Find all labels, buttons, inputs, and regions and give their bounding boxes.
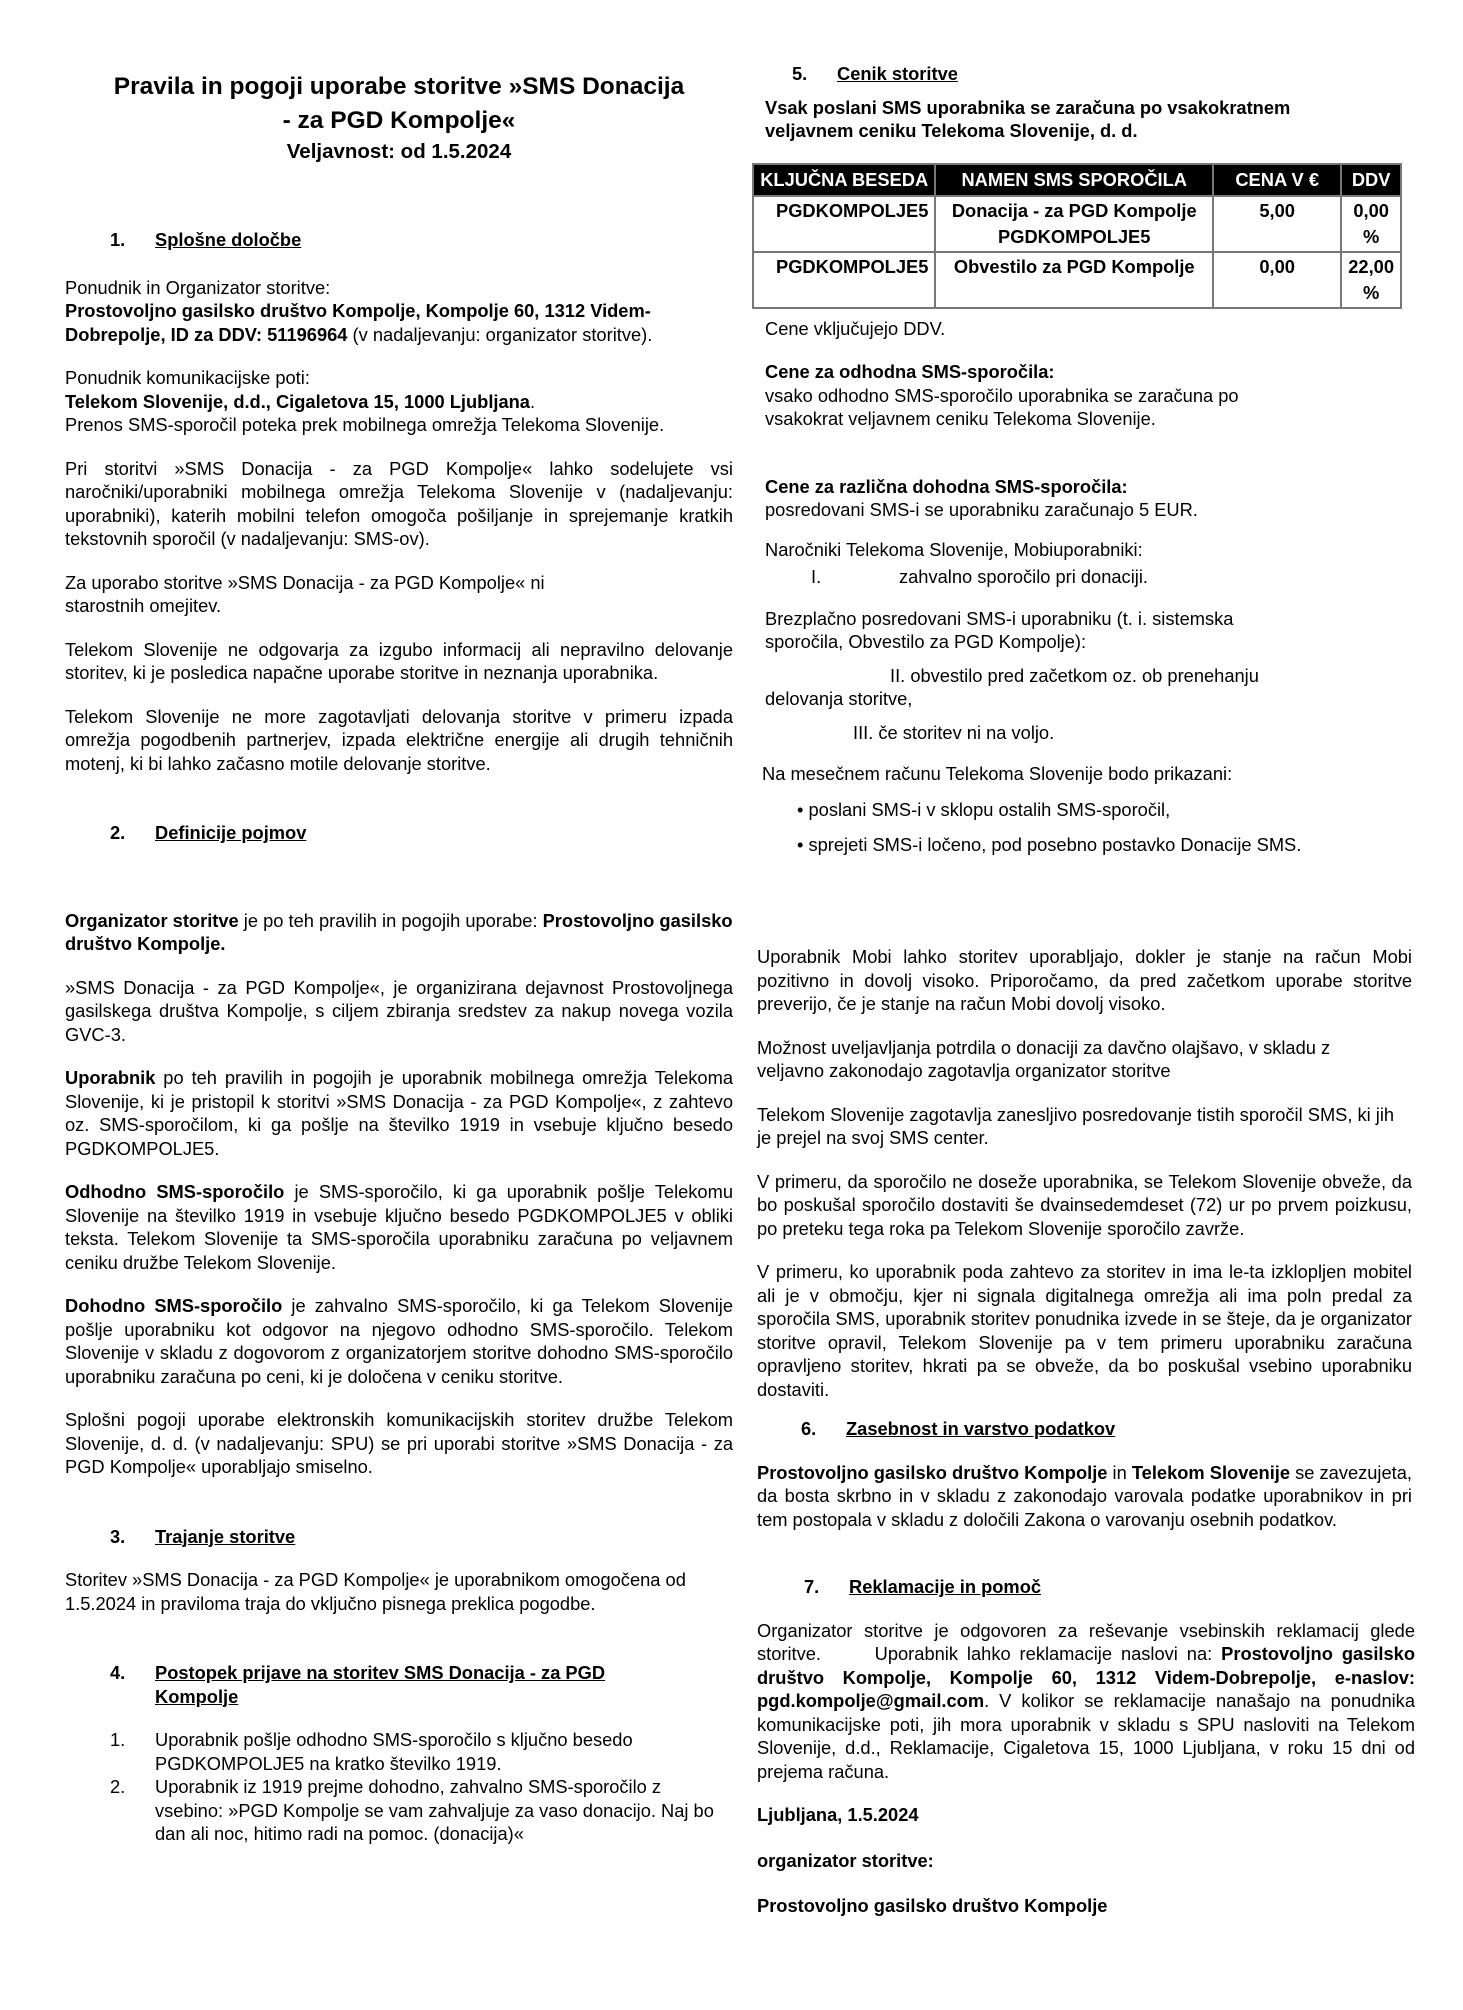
table-header: KLJUČNA BESEDA bbox=[753, 164, 935, 196]
definition-user: Uporabnik po teh pravilih in pogojih je uporabnik mobilnega omrežja Telekoma Slovenije, ki je pristopil k storitvi »SMS Donacija - za PGD Kompolje«, z zahtevo oz. SMS-sporočilom, ki ga pošlje na številko 1919 in vsebuje ključno besedo PGDKOMPOLJE5. bbox=[65, 1067, 733, 1159]
table-cell: 5,00 bbox=[1213, 196, 1341, 252]
participants-paragraph: Pri storitvi »SMS Donacija - za PGD Kompolje« lahko sodelujete vsi naročniki/uporabniki mobilnega omrežja Telekoma Slovenije v (nadaljevanju: uporabniki), katerih mobilni telefon omogoča pošiljanje in sprejemanje kratkih tekstovnih sporočil (v nadaljevanju: SMS-ov). bbox=[65, 457, 733, 549]
table-cell: 22,00 % bbox=[1341, 252, 1401, 308]
table-cell: 0,00 % bbox=[1341, 196, 1401, 252]
table-header: NAMEN SMS SPOROČILA bbox=[935, 164, 1213, 196]
validity-date: Veljavnost: od 1.5.2024 bbox=[286, 140, 512, 163]
table-cell: 0,00 bbox=[1213, 252, 1341, 308]
bill-bullet-2: • sprejeti SMS-i ločeno, pod posebno postavko Donacije SMS. bbox=[797, 834, 1302, 855]
right-column-bottom bbox=[757, 945, 1421, 1918]
list-item: 1. Uporabnik pošlje odhodno SMS-sporočilo s ključno besedo PGDKOMPOLJE5 na kratko številko 1919. bbox=[110, 1729, 633, 1774]
tax-paragraph: Možnost uveljavljanja potrdila o donaciji za davčno olajšavo, v skladu z veljavno zakonodajo zagotavlja organizator storitve bbox=[757, 1036, 1331, 1081]
section-7-heading: 7. Reklamacije in pomoč bbox=[804, 1576, 1042, 1597]
duration-paragraph: Storitev »SMS Donacija - za PGD Kompolje« je uporabnikom omogočena od 1.5.2024 in praviloma traja do vključno pisnega preklica pogodbe. bbox=[65, 1569, 686, 1614]
roman-item-3: III. če storitev ni na voljo. bbox=[853, 721, 1055, 743]
organizer-name: Prostovoljno gasilsko društvo Kompolje bbox=[757, 1895, 1108, 1916]
definition-spu: Splošni pogoji uporabe elektronskih komunikacijskih storitev družbe Telekom Slovenije, d. d. (v nadaljevanju: SPU) se pri uporabi storitve »SMS Donacija - za PGD Kompolje« uporabljajo smiselno. bbox=[65, 1409, 733, 1477]
document-title: Pravila in pogoji uporabe storitve »SMS Donacija - za PGD Kompolje« bbox=[113, 73, 685, 134]
delivery-paragraph: Telekom Slovenije zagotavlja zanesljivo posredovanje tistih sporočil SMS, ki jih je prejel na svoj SMS center. bbox=[757, 1103, 1395, 1148]
section-1-heading: 1. Splošne določbe bbox=[110, 229, 302, 250]
table-header: DDV bbox=[1341, 164, 1401, 196]
table-row bbox=[753, 252, 1401, 308]
phone-off-paragraph: V primeru, ko uporabnik poda zahtevo za storitev in ima le-ta izklopljen mobitel ali je v območju, kjer ni signala digitalnega omrežja ali ima poln predal za sporočila SMS, uporabnik storitev ponudnika izvede in se šteje, da je organizator storitve opravil, Telekom Slovenije pa v tem primeru uporabniku zaračuna opravljeno storitev, hkrati pa se obveže, da bo poskušal vsebino uporabniku dostaviti. bbox=[757, 1261, 1412, 1400]
left-column bbox=[65, 70, 733, 1846]
free-sms-text: Brezplačno posredovani SMS-i uporabniku (t. i. sistemska sporočila, Obvestilo za PGD Kompolje): bbox=[765, 607, 1234, 652]
table-cell: PGDKOMPOLJE5 bbox=[753, 196, 935, 252]
table-cell: Donacija - za PGD Kompolje PGDKOMPOLJE5 bbox=[935, 196, 1213, 252]
section-4-heading: 4. Postopek prijave na storitev SMS Donacija - za PGD Kompolje bbox=[110, 1662, 606, 1707]
bill-intro: Na mesečnem računu Telekoma Slovenije bodo prikazani: bbox=[762, 763, 1233, 784]
bill-bullet-1: • poslani SMS-i v sklopu ostalih SMS-sporočil, bbox=[797, 798, 1171, 820]
organizer-label: organizator storitve: bbox=[757, 1849, 934, 1871]
section-3-heading: 3. Trajanje storitve bbox=[110, 1525, 296, 1547]
pricing-intro: Vsak poslani SMS uporabnika se zaračuna po vsakokratnem veljavnem ceniku Telekoma Slovenije, d. d. bbox=[765, 96, 1291, 141]
table-cell: Obvestilo za PGD Kompolje bbox=[935, 252, 1213, 308]
right-column-top bbox=[752, 62, 1402, 857]
subscribers-label: Naročniki Telekoma Slovenije, Mobiuporabniki: bbox=[765, 538, 1143, 560]
table-cell: PGDKOMPOLJE5 bbox=[753, 252, 935, 308]
provider-paragraph: Ponudnik in Organizator storitve: Prostovoljno gasilsko društvo Kompolje, Kompolje 60, 1312 Videm-Dobrepolje, ID za DDV: 51196964 (v nadaljevanju: organizator storitve). bbox=[65, 276, 653, 345]
definition-incoming-sms: Dohodno SMS-sporočilo je zahvalno SMS-sporočilo, ki ga Telekom Slovenije pošlje uporabniku kot odgovor na njegovo odhodno SMS-sporočilo. Telekom Slovenije v skladu z dogovorom z organizatorjem storitve dohodno SMS-sporočilo uporabniku zaračuna po ceni, ki je določena v ceniku storitve. bbox=[65, 1295, 733, 1387]
definition-organizer: Organizator storitve je po teh pravilih in pogojih uporabe: Prostovoljno gasilsko društvo Kompolje. bbox=[65, 909, 733, 954]
definition-outgoing-sms: Odhodno SMS-sporočilo je SMS-sporočilo, ki ga uporabnik pošlje Telekomu Slovenije na številko 1919 in vsebuje ključno besedo PGDKOMPOLJE5 v obliki teksta. Telekom Slovenije ta SMS-sporočila uporabniku zaračuna po veljavnem ceniku družbe Telekom Slovenije. bbox=[65, 1181, 733, 1273]
communication-provider-paragraph: Ponudnik komunikacijske poti: Telekom Slovenije, d.d., Cigaletova 15, 1000 Ljubljana. Prenos SMS-sporočil poteka prek mobilnega omrežja Telekoma Slovenije. bbox=[65, 367, 665, 435]
section-6-heading: 6. Zasebnost in varstvo podatkov bbox=[801, 1418, 1116, 1439]
roman-item-2: II. obvestilo pred začetkom oz. ob prenehanju delovanja storitve, bbox=[765, 664, 1259, 709]
roman-item-1: I. zahvalno sporočilo pri donaciji. bbox=[811, 566, 1148, 587]
age-paragraph: Za uporabo storitve »SMS Donacija - za PGD Kompolje« ni starostnih omejitev. bbox=[65, 571, 545, 616]
section-2-heading: 2. Definicije pojmov bbox=[110, 822, 307, 843]
complaints-paragraph: Organizator storitve je odgovoren za reševanje vsebinskih reklamacij glede storitve. Uporabnik lahko reklamacije naslovi na: Prostovoljno gasilsko društvo Kompolje, Kompolje 60, 1312 Videm-Dobrepolje, e-naslov: pgd.kompolje@gmail.com. V kolikor se reklamacije nanašajo na ponudnika komunikacijske poti, jih mora uporabnik v skladu s SPU nasloviti na Telekom Slovenije, d.d., Reklamacije, Cigaletova 15, 1000 Ljubljana, v roku 15 dni od prejema računa. bbox=[757, 1619, 1421, 1782]
definition-sms-donation: »SMS Donacija - za PGD Kompolje«, je organizirana dejavnost Prostovoljnega gasilskega društva Kompolje, s ciljem zbiranja sredstev za nakup novega vozila GVC-3. bbox=[65, 976, 733, 1045]
outage-paragraph: Telekom Slovenije ne more zagotavljati delovanja storitve v primeru izpada omrežja pogodbenih partnerjev, izpada električne energije ali drugih tehničnih motenj, ki bi lahko začasno motile delovanje storitve. bbox=[65, 705, 733, 774]
price-table bbox=[752, 163, 1402, 309]
table-row bbox=[753, 196, 1401, 252]
incoming-prices-heading: Cene za različna dohodna SMS-sporočila: bbox=[765, 475, 1128, 497]
place-date: Ljubljana, 1.5.2024 bbox=[757, 1804, 919, 1825]
liability-paragraph: Telekom Slovenije ne odgovarja za izgubo informacij ali nepravilno delovanje storitev, ki je posledica napačne uporabe storitve in neznanja uporabnika. bbox=[65, 638, 733, 683]
mobi-paragraph: Uporabnik Mobi lahko storitev uporabljajo, dokler je stanje na račun Mobi pozitivno in dovolj visoko. Priporočamo, da pred začetkom uporabe storitve preverijo, če je stanje na račun Mobi dovolj visoko. bbox=[757, 946, 1412, 1014]
outgoing-prices-text: vsako odhodno SMS-sporočilo uporabnika se zaračuna po vsakokrat veljavnem ceniku Telekoma Slovenije. bbox=[765, 384, 1239, 429]
incoming-prices-text: posredovani SMS-i se uporabniku zaračunajo 5 EUR. bbox=[765, 499, 1198, 520]
retry-paragraph: V primeru, da sporočilo ne doseže uporabnika, se Telekom Slovenije obveže, da bo poskušal sporočilo dostaviti še dvainsedemdeset (72) ur po prvem poizkusu, po preteku tega roka pa Telekom Slovenije sporočilo zavrže. bbox=[757, 1170, 1412, 1239]
outgoing-prices-heading: Cene za odhodna SMS-sporočila: bbox=[765, 361, 1055, 382]
privacy-paragraph: Prostovoljno gasilsko društvo Kompolje in Telekom Slovenije se zavezujeta, da bosta skrbno in v skladu z zakonodajo varovala podatke uporabnikov in pri tem postopala v skladu z določili Zakona o varovanju osebnih podatkov. bbox=[757, 1461, 1412, 1530]
vat-note: Cene vključujejo DDV. bbox=[765, 317, 946, 339]
list-item: 2. Uporabnik iz 1919 prejme dohodno, zahvalno SMS-sporočilo z vsebino: »PGD Kompolje se vam zahvaljuje za vaso donacijo. Naj bo dan ali noc, hitimo radi na pomoc. (donacija)« bbox=[110, 1776, 714, 1844]
section-5-heading: 5. Cenik storitve bbox=[792, 63, 958, 84]
table-header: CENA V € bbox=[1213, 164, 1341, 196]
